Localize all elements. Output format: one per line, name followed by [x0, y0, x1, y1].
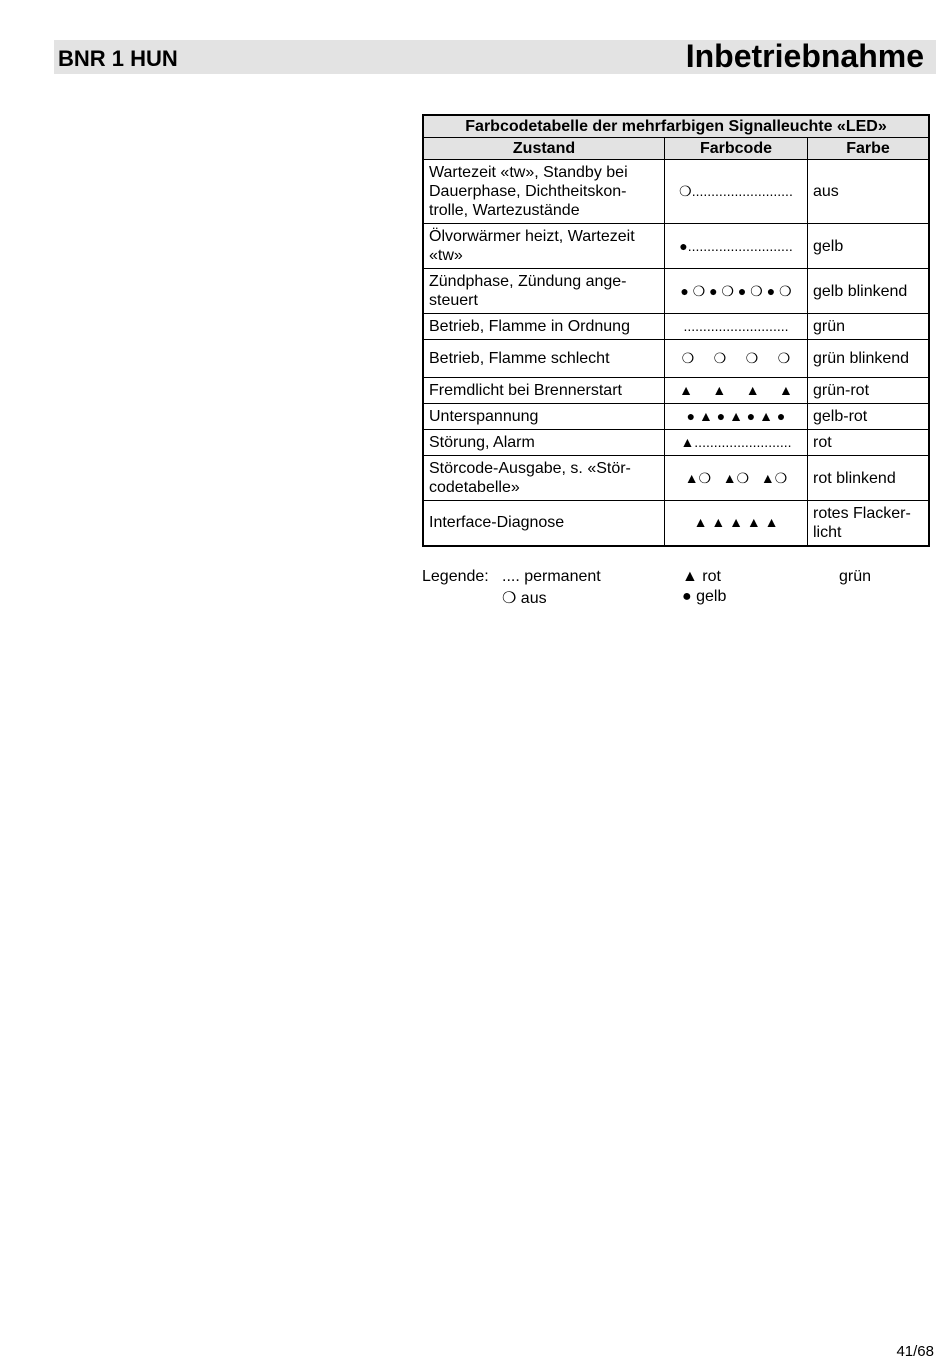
farbcode-cell: ▲ ▲ ▲ ▲ ▲: [665, 501, 808, 546]
column-header-farbcode: Farbcode: [665, 138, 808, 160]
page-number: 41/68: [896, 1343, 934, 1360]
farbcode-cell: ...........................: [665, 314, 808, 340]
farbe-cell: grün blinkend: [808, 340, 930, 378]
zustand-cell: Betrieb, Flamme in Ordnung: [423, 314, 665, 340]
table-row: [423, 224, 929, 269]
column-header-farbe: Farbe: [808, 138, 930, 160]
legend-aus: ❍ aus: [502, 590, 547, 607]
zustand-cell: Ölvorwärmer heizt, Wartezeit «tw»: [423, 224, 665, 269]
farbcode-cell: ● ▲ ● ▲ ● ▲ ●: [665, 404, 808, 430]
table-row: [423, 404, 929, 430]
table-row: [423, 314, 929, 340]
farbcode-cell: ▲❍ ▲❍ ▲❍: [665, 456, 808, 501]
farbe-cell: grün: [808, 314, 930, 340]
legend-permanent: .... permanent: [502, 568, 601, 585]
farbcode-cell: ● ❍ ● ❍ ● ❍ ● ❍: [665, 269, 808, 314]
led-color-code-table: [422, 114, 930, 547]
table-row: [423, 430, 929, 456]
zustand-cell: Wartezeit «tw», Standby bei Dauerphase, Dichtheitskon-trolle, Wartezustände: [423, 160, 665, 224]
zustand-cell: Interface-Diagnose: [423, 501, 665, 546]
farbe-cell: rot blinkend: [808, 456, 930, 501]
zustand-cell: Fremdlicht bei Brennerstart: [423, 378, 665, 404]
column-header-zustand: Zustand: [423, 138, 665, 160]
legend-gruen: grün: [839, 568, 872, 585]
table-row: [423, 160, 929, 224]
farbe-cell: grün-rot: [808, 378, 930, 404]
zustand-cell: Zündphase, Zündung ange-steuert: [423, 269, 665, 314]
legend-rot: ▲ rot: [682, 568, 721, 585]
farbe-cell: rotes Flacker-licht: [808, 501, 930, 546]
legend-label: Legende:: [422, 568, 489, 585]
table-row: [423, 501, 929, 546]
zustand-cell: Unterspannung: [423, 404, 665, 430]
farbcode-cell: ❍ ❍ ❍ ❍: [665, 340, 808, 378]
farbe-cell: aus: [808, 160, 930, 224]
farbcode-cell: ●...........................: [665, 224, 808, 269]
farbe-cell: gelb blinkend: [808, 269, 930, 314]
farbe-cell: gelb-rot: [808, 404, 930, 430]
zustand-cell: Betrieb, Flamme schlecht: [423, 340, 665, 378]
farbcode-cell: ❍..........................: [665, 160, 808, 224]
farbcode-cell: ▲.........................: [665, 430, 808, 456]
zustand-cell: Störung, Alarm: [423, 430, 665, 456]
legend-gelb: ● gelb: [682, 588, 727, 605]
document-id: BNR 1 HUN: [58, 46, 178, 71]
table-row: [423, 378, 929, 404]
page-header: [54, 40, 936, 74]
table-row: [423, 456, 929, 501]
farbcode-cell: ▲ ▲ ▲ ▲: [665, 378, 808, 404]
section-title: Inbetriebnahme: [685, 38, 924, 74]
legend: [422, 568, 930, 610]
table-caption: Farbcodetabelle der mehrfarbigen Signalleuchte «LED»: [423, 115, 929, 138]
table-row: [423, 340, 929, 378]
farbe-cell: rot: [808, 430, 930, 456]
farbe-cell: gelb: [808, 224, 930, 269]
table-row: [423, 269, 929, 314]
zustand-cell: Störcode-Ausgabe, s. «Stör-codetabelle»: [423, 456, 665, 501]
